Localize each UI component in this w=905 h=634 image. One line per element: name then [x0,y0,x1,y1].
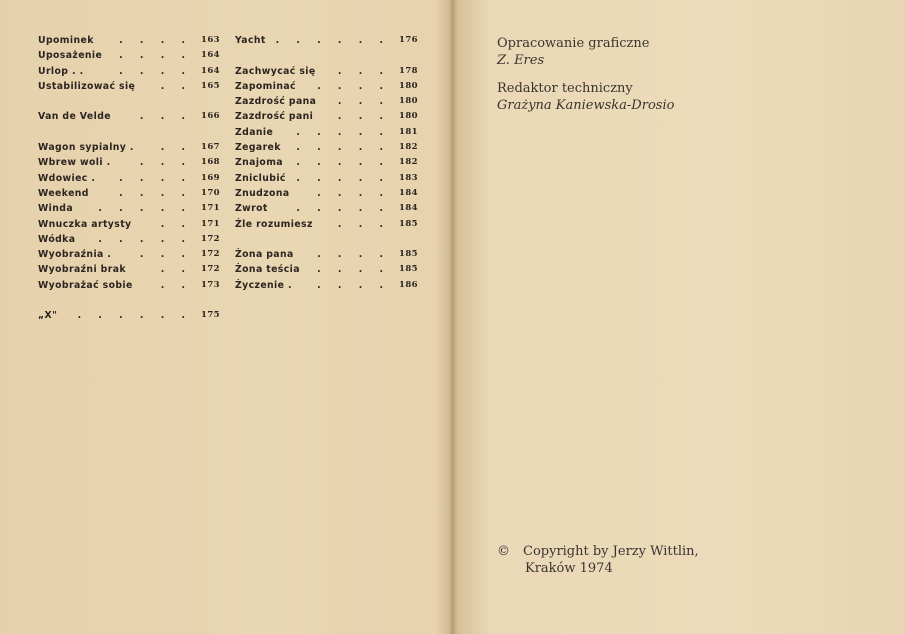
index-term: Zwrot [235,203,268,215]
index-term: Zazdrość pani [235,111,314,123]
copyright-line-1: Copyright by Jerzy Wittlin, [523,544,699,559]
index-page-number: 166 [201,111,220,122]
index-entry [38,79,220,94]
index-page-number: 176 [399,35,418,45]
index-page-number: 178 [399,65,418,76]
index-entry [235,109,418,124]
index-leader-dots: . . . . [317,187,390,199]
index-term: Winda [38,203,73,215]
index-term: Żona pana [235,249,294,261]
index-term: Urlop . . [38,65,84,77]
index-leader-dots: . . [160,142,192,154]
copyright-symbol: © [497,544,510,559]
index-page-number: 171 [201,218,220,229]
index-page-number: 182 [399,142,418,153]
index-term: Van de Velde [38,111,111,123]
index-leader-dots: . . . [139,249,192,261]
index-entry [38,278,220,293]
index-page-number: 180 [399,96,418,107]
index-entry [38,293,220,308]
index-leader-dots: . . . . . [296,172,390,184]
index-entry [235,201,418,216]
index-term: Życzenie . [235,279,292,291]
index-leader-dots: . . . [337,111,390,123]
index-leader-dots: . . . . . . [77,310,192,322]
index-entry [235,33,418,48]
index-leader-dots: . . . [337,96,390,108]
left-page-index [0,0,450,634]
index-entry [235,155,418,170]
index-entry [38,109,220,124]
index-term: Wnuczka artysty [38,218,132,230]
index-term: Żona teścia [235,264,300,276]
index-term: Weekend [38,187,89,199]
index-leader-dots: . . . . [317,279,390,291]
index-entry [235,64,418,79]
index-entry [235,171,418,186]
index-column-1 [38,33,220,324]
index-term: Zdanie [235,126,274,138]
index-entry [38,247,220,262]
index-entry [38,232,220,247]
index-page-number: 180 [399,80,418,91]
index-entry [38,186,220,201]
index-entry [235,232,418,247]
index-leader-dots: . . . . . [296,142,390,154]
index-term: Wyobraźnia . [38,249,112,261]
index-term: Znajoma [235,157,283,169]
index-entry [38,171,220,186]
index-term: Zazdrość pana [235,96,317,108]
technical-editor-credit [497,80,674,114]
index-leader-dots: . . . . . [296,157,390,169]
index-page-number: 175 [201,310,220,321]
index-page-number: 170 [201,187,220,198]
index-leader-dots: . . . [337,65,390,77]
index-page-number: 182 [399,157,418,168]
index-entry [38,48,220,63]
index-term: Wagon sypialny . [38,142,134,154]
index-term: Upominek [38,35,94,46]
index-entry [38,64,220,79]
index-column-2 [235,33,418,293]
index-leader-dots: . . . . [317,264,390,276]
index-leader-dots: . . [160,264,192,276]
copyright-notice [497,543,699,577]
index-term: Yacht [235,35,266,46]
index-entry [38,217,220,232]
index-leader-dots: . . . . . [296,203,390,215]
index-page-number: 169 [201,172,220,183]
index-page-number: 167 [201,142,220,153]
index-page-number: 186 [399,279,418,290]
technical-editor-name: Grażyna Kaniewska-Drosio [497,98,675,113]
index-page-number: 168 [201,157,220,168]
graphic-design-name: Z. Eres [497,53,545,68]
index-entry [38,308,220,323]
index-page-number: 185 [399,249,418,260]
index-page-number: 172 [201,249,220,260]
index-leader-dots: . . . . . . [275,35,390,46]
index-entry [235,125,418,140]
index-term: Zniclubić [235,172,286,184]
index-term: Zegarek [235,142,281,154]
index-page-number: 184 [399,203,418,214]
index-page-number: 183 [399,172,418,183]
index-leader-dots: . . . . [317,80,390,92]
index-entry [235,262,418,277]
technical-editor-label: Redaktor techniczny [497,81,633,96]
index-entry [38,155,220,170]
index-term: Uposażenie [38,50,103,62]
index-leader-dots: . . . . . [296,126,390,138]
index-entry [235,94,418,109]
index-entry [235,217,418,232]
index-page-number: 164 [201,50,220,61]
index-page-number: 165 [201,80,220,91]
copyright-line-2: Kraków 1974 [525,561,613,576]
index-entry [38,201,220,216]
index-entry [235,278,418,293]
index-leader-dots: . . [160,218,192,230]
graphic-design-credit [497,35,649,69]
index-page-number: 171 [201,203,220,214]
index-page-number: 181 [399,126,418,137]
index-page-number: 180 [399,111,418,122]
index-page-number: 185 [399,218,418,229]
index-term: Wbrew woli . [38,157,111,169]
index-term: Wyobrażać sobie [38,279,133,291]
index-page-number: 172 [201,264,220,275]
index-leader-dots: . . . . [119,50,192,62]
index-term: Znudzona [235,187,290,199]
index-leader-dots: . . . . . [98,233,192,245]
index-leader-dots: . . . . [119,35,192,46]
index-entry [38,33,220,48]
index-entry [38,140,220,155]
index-leader-dots: . . . [337,218,390,230]
index-entry [235,48,418,63]
index-leader-dots: . . . . [119,187,192,199]
index-leader-dots: . . . [139,157,192,169]
index-term: „X" [38,310,58,322]
index-leader-dots: . . . [139,111,192,123]
index-entry [38,94,220,109]
index-page-number: 163 [201,35,220,45]
index-entry [38,262,220,277]
index-term: Wódka [38,233,76,245]
index-term: Źle rozumiesz [235,218,313,230]
index-term: Ustabilizować się [38,80,136,92]
index-page-number: 184 [399,187,418,198]
index-leader-dots: . . . . [317,249,390,261]
index-leader-dots: . . [160,279,192,291]
graphic-design-label: Opracowanie graficzne [497,36,650,51]
index-term: Wyobraźni brak [38,264,126,276]
index-page-number: 185 [399,264,418,275]
index-entry [235,247,418,262]
index-page-number: 172 [201,233,220,244]
index-entry [235,140,418,155]
index-leader-dots: . . . . [119,65,192,77]
index-leader-dots: . . . . [119,172,192,184]
index-term: Zapominać [235,80,296,92]
index-entry [235,79,418,94]
index-page-number: 173 [201,279,220,290]
index-leader-dots: . . . . . [98,203,192,215]
index-term: Wdowiec . [38,172,96,184]
index-page-number: 164 [201,65,220,76]
index-entry [235,186,418,201]
index-entry [38,125,220,140]
index-leader-dots: . . [160,80,192,92]
index-term: Zachwycać się [235,65,316,77]
